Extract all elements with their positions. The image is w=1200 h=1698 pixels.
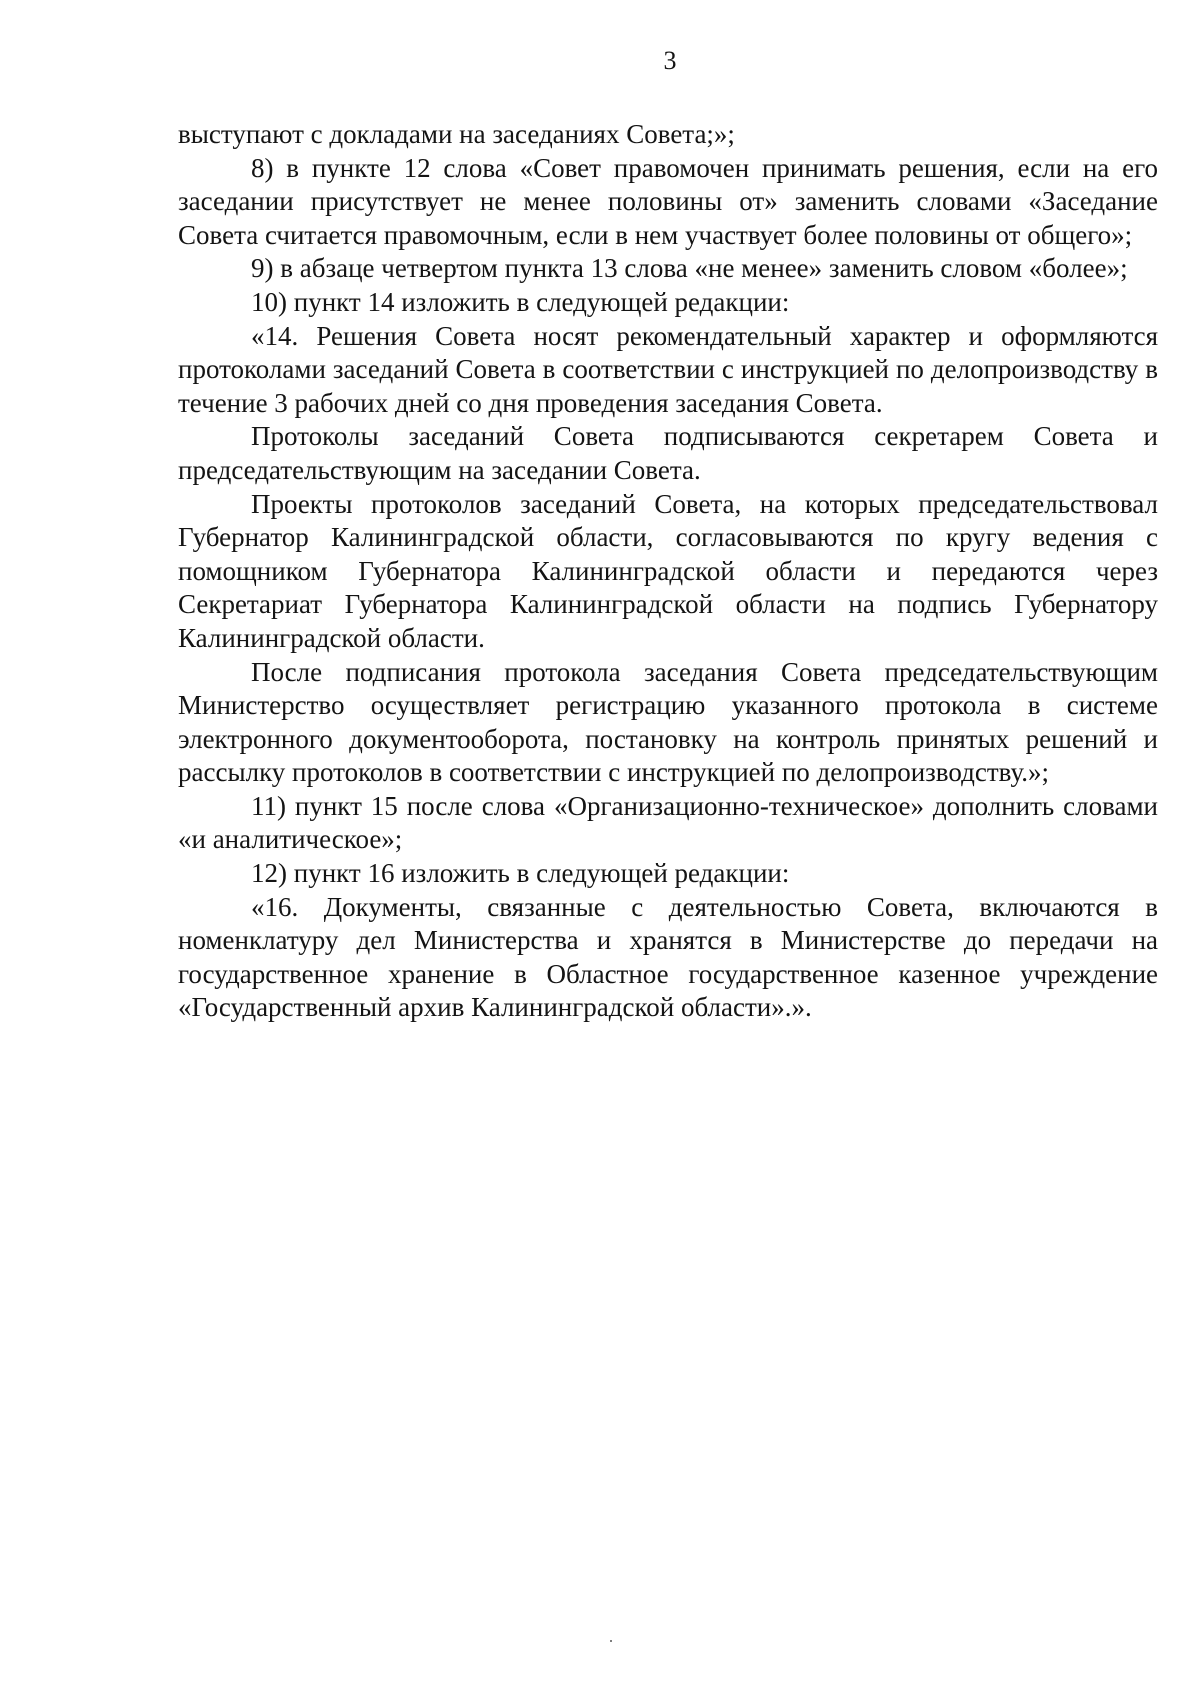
paragraph-item-9: 9) в абзаце четвертом пункта 13 слова «не менее» заменить словом «более»; [251, 253, 1128, 284]
paragraph-item-12: 12) пункт 16 изложить в следующей редакции: [251, 858, 790, 889]
scan-speck [610, 1640, 612, 1642]
paragraph-item-8: 8) в пункте 12 слова «Совет правомочен принимать решения, если на его заседании присутствует не менее половины от» заменить словами «Заседание Совета считается правомочным, если в нем участвует более половины от общего»; [178, 152, 1158, 250]
paragraph-clause-16: «16. Документы, связанные с деятельностью Совета, включаются в номенклатуру дел Министерства и хранятся в Министерстве до передачи на государственное хранение в Областное государственное казенное учреждение «Государственный архив Калининградской области».». [178, 891, 1158, 1023]
document-body [178, 118, 1158, 1025]
paragraph-clause-14: «14. Решения Совета носят рекомендательный характер и оформляются протоколами заседаний Совета в соответствии с инструкцией по делопроизводству в течение 3 рабочих дней со дня проведения заседания Совета. [178, 320, 1158, 418]
paragraph-protocol-signing: Протоколы заседаний Совета подписываются секретарем Совета и председательствующим на заседании Совета. [178, 421, 1158, 485]
paragraph-protocol-drafts: Проекты протоколов заседаний Совета, на которых председательствовал Губернатор Калининградской области, согласовываются по кругу ведения с помощником Губернатора Калининградской области и передаются через Секретариат Губернатора Калининградской области на подпись Губернатору Калининградской области. [178, 488, 1158, 653]
paragraph-continuation: выступают с докладами на заседаниях Совета;»; [178, 119, 735, 149]
page-number: 3 [663, 46, 677, 75]
paragraph-protocol-registration: После подписания протокола заседания Совета председательствующим Министерство осуществляет регистрацию указанного протокола в системе электронного документооборота, постановку на контроль принятых решений и рассылку протоколов в соответствии с инструкцией по делопроизводству.»; [178, 656, 1158, 788]
paragraph-item-10: 10) пункт 14 изложить в следующей редакции: [251, 286, 790, 317]
paragraph-item-11: 11) пункт 15 после слова «Организационно-техническое» дополнить словами «и аналитическое»; [178, 790, 1158, 855]
